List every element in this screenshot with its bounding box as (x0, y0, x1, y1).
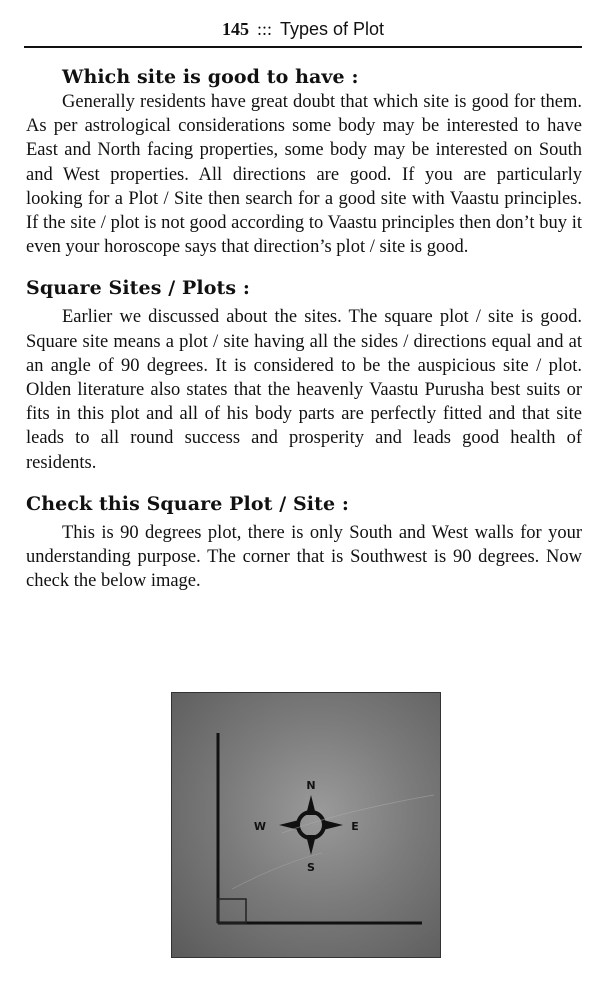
compass-north-label: N (306, 779, 316, 792)
header-separator: ::: (256, 19, 272, 39)
chapter-title: Types of Plot (279, 19, 385, 39)
paragraph-good-site: Generally residents have great doubt that which site is good for them. As per astrological considerations some body may be interested to have East and North facing properties, some body may be interested on South and West properties. All directions are good. If you are particularly looking for a Plot / Site then search for a good site with Vaastu principles. If the site / plot is not good according to Vaastu principles then don’t buy it even your horoscope says that direction’s plot / site is good. (26, 92, 582, 258)
page-number: 145 (221, 19, 249, 39)
section-heading-square-sites: Square Sites / Plots : (26, 277, 250, 300)
compass-east-label: E (351, 820, 359, 833)
header-rule (24, 46, 582, 48)
paragraph-square-sites: Earlier we discussed about the sites. The square plot / site is good. Square site means a plot / site having all the sides / directions equal and at an angle of 90 degrees. It is considered to be the auspicious site / plot. Olden literature also states that the heavenly Vaastu Purusha best suits or fits in this plot and all of his body parts are perfectly fitted and that site leads to all round success and prosperity and leads good health of residents. (26, 307, 582, 473)
right-angle-marker (218, 899, 246, 923)
compass-west-label: W (253, 820, 267, 833)
paragraph-check-plot: This is 90 degrees plot, there is only South and West walls for your understanding purpose. The corner that is Southwest is 90 degrees. Now check the below image. (26, 522, 582, 592)
square-plot-figure (171, 692, 441, 958)
section-heading-check-plot: Check this Square Plot / Site : (26, 492, 349, 515)
compass-south-label: S (307, 861, 315, 874)
section-heading-good-site: Which site is good to have : (62, 66, 359, 88)
running-header (24, 14, 582, 44)
compass-icon (279, 795, 343, 855)
plot-diagram (172, 693, 440, 957)
page-body (26, 64, 582, 593)
